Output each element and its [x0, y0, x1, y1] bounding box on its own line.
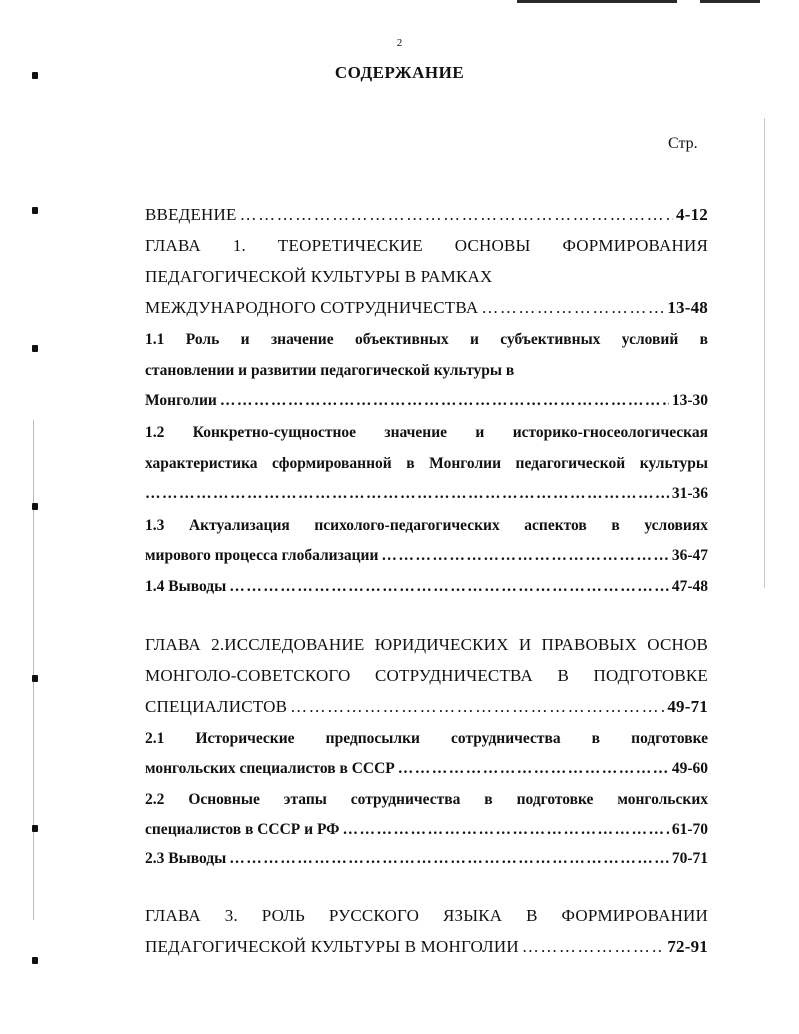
scan-edge-mark	[700, 0, 760, 3]
binding-hole-mark	[32, 825, 38, 832]
toc-section-2-2: 2.2 Основные этапы сотрудничества в подготовке монгольских	[145, 791, 708, 808]
page-number: 2	[396, 37, 403, 49]
leader-dots	[145, 484, 669, 504]
toc-section-2-2	[145, 820, 708, 840]
toc-entry-label: СПЕЦИАЛИСТОВ	[145, 697, 288, 716]
toc-entry-label: Монголии	[145, 392, 217, 409]
leader-dots	[381, 546, 668, 566]
leader-dots	[342, 820, 668, 840]
scan-edge-mark	[517, 0, 677, 3]
toc-page-range: 72-91	[667, 937, 708, 956]
toc-page-range: 36-47	[671, 547, 708, 564]
toc-entry-label: МЕЖДУНАРОДНОГО СОТРУДНИЧЕСТВА	[145, 298, 479, 317]
toc-entry-label: 2.3 Выводы	[145, 850, 227, 867]
page-title: СОДЕРЖАНИЕ	[334, 63, 465, 82]
toc-chapter-1-title: ГЛАВА 1. ТЕОРЕТИЧЕСКИЕ ОСНОВЫ ФОРМИРОВАНИЯ	[145, 236, 708, 255]
toc-entry-label: мирового процесса глобализации	[145, 547, 379, 564]
toc-section-1-3: 1.3 Актуализация психолого-педагогических аспектов в условиях	[145, 517, 708, 534]
toc-section-2-3	[145, 849, 708, 869]
toc-section-1-3	[145, 546, 708, 566]
toc-chapter-3-title: ГЛАВА 3. РОЛЬ РУССКОГО ЯЗЫКА В ФОРМИРОВАНИИ	[145, 906, 708, 925]
leader-dots	[290, 697, 664, 717]
toc-chapter-2-title: ГЛАВА 2.ИССЛЕДОВАНИЕ ЮРИДИЧЕСКИХ И ПРАВОВЫХ ОСНОВ	[145, 635, 708, 654]
toc-section-1-2: 1.2 Конкретно-сущностное значение и историко-гносеологическая	[145, 424, 708, 441]
toc-section-1-1: 1.1 Роль и значение объективных и субъективных условий в	[145, 331, 708, 348]
leader-dots	[481, 298, 664, 318]
toc-page-range: 49-60	[671, 760, 708, 777]
toc-section-1-1: становлении и развитии педагогической культуры в	[145, 362, 515, 379]
leader-dots	[240, 205, 673, 225]
toc-entry-label: монгольских специалистов в СССР	[145, 760, 395, 777]
toc-section-1-1	[145, 391, 708, 411]
binding-hole-mark	[32, 207, 38, 214]
toc-section-1-2: характеристика сформированной в Монголии педагогической культуры	[145, 455, 708, 472]
leader-dots	[229, 577, 669, 597]
toc-section-1-2	[145, 484, 708, 504]
leader-dots	[522, 937, 664, 957]
toc-page-range: 70-71	[671, 850, 708, 867]
toc-chapter-1	[145, 298, 708, 318]
toc-entry-label: специалистов в СССР и РФ	[145, 821, 340, 838]
leader-dots	[398, 759, 669, 779]
leader-dots	[229, 849, 669, 869]
toc-entry-label: ВВЕДЕНИЕ	[145, 205, 237, 224]
toc-section-1-4	[145, 577, 708, 597]
binding-hole-mark	[32, 503, 38, 510]
leader-dots	[220, 391, 669, 411]
page-column-label: Стр.	[668, 135, 698, 152]
binding-hole-mark	[32, 345, 38, 352]
toc-entry-label: ПЕДАГОГИЧЕСКОЙ КУЛЬТУРЫ В МОНГОЛИИ	[145, 937, 519, 956]
binding-hole-mark	[32, 675, 38, 682]
toc-chapter-1-title: ПЕДАГОГИЧЕСКОЙ КУЛЬТУРЫ В РАМКАХ	[145, 267, 493, 286]
toc-page-range: 61-70	[671, 821, 708, 838]
binding-hole-mark	[32, 957, 38, 964]
toc-chapter-2	[145, 697, 708, 717]
toc-page-range: 31-36	[671, 485, 708, 502]
toc-entry-label: 1.4 Выводы	[145, 578, 227, 595]
scan-margin-line	[33, 420, 34, 920]
scan-margin-line	[764, 118, 765, 588]
toc-page-range: 4-12	[676, 205, 708, 224]
toc-section-2-1	[145, 759, 708, 779]
toc-chapter-2-title: МОНГОЛО-СОВЕТСКОГО СОТРУДНИЧЕСТВА В ПОДГОТОВКЕ	[145, 666, 708, 685]
toc-page-range: 47-48	[671, 578, 708, 595]
toc-page-range: 49-71	[667, 697, 708, 716]
toc-page-range: 13-48	[667, 298, 708, 317]
toc-chapter-3	[145, 937, 708, 957]
toc-section-2-1: 2.1 Исторические предпосылки сотрудничества в подготовке	[145, 730, 708, 747]
toc-entry-intro	[145, 205, 708, 225]
toc-page-range: 13-30	[671, 392, 708, 409]
